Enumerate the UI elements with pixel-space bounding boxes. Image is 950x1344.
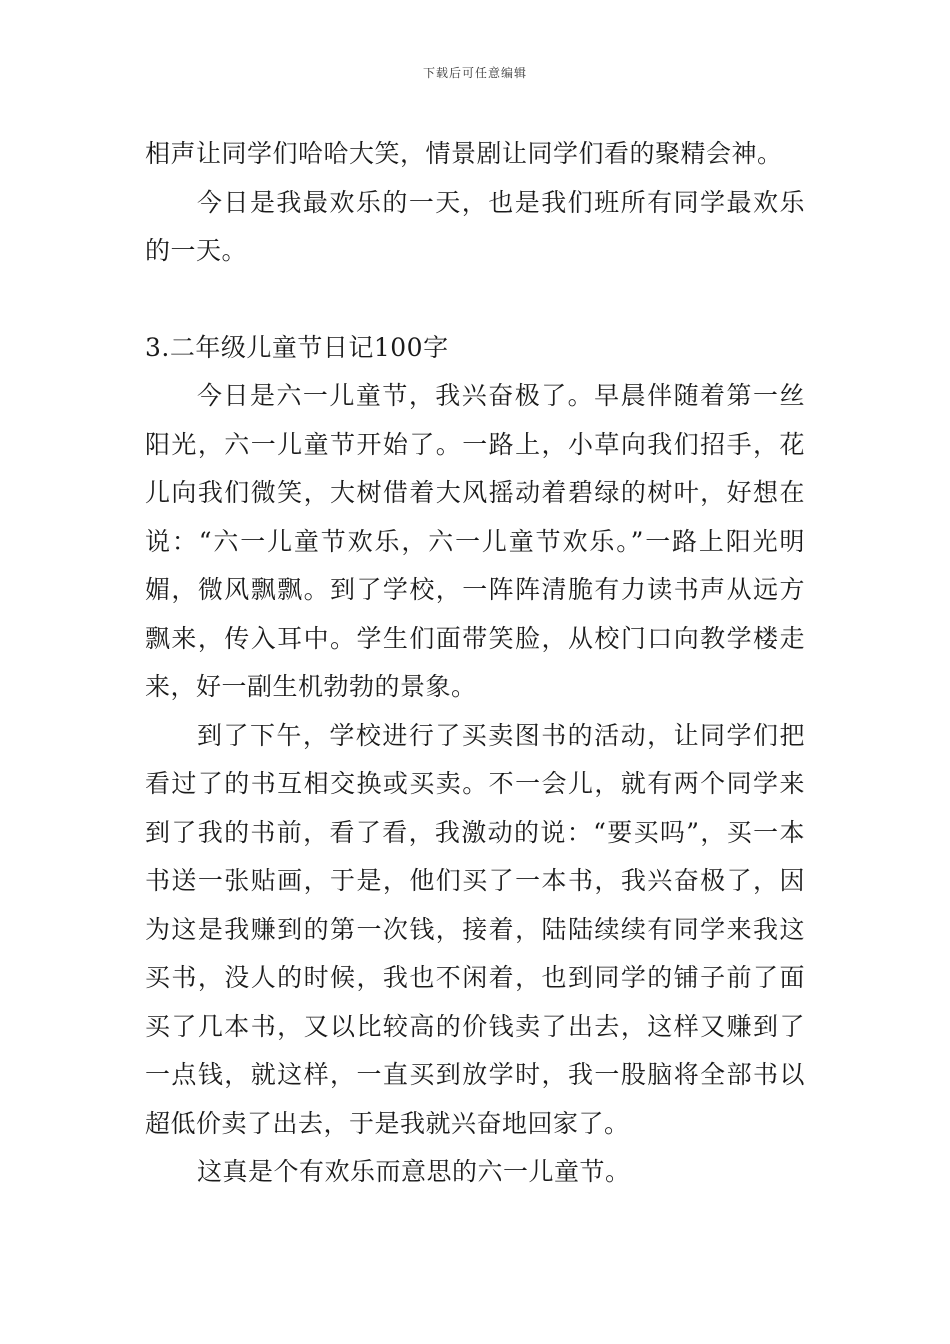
paragraph-2: 今日是我最欢乐的一天，也是我们班所有同学最欢乐的一天。 [145, 187, 805, 265]
header-note: 下载后可任意编辑 [422, 66, 527, 80]
section-heading: 3.二年级儿童节日记100字 [145, 332, 449, 362]
blank-line [145, 276, 805, 324]
paragraph-1: 相声让同学们哈哈大笑，情景剧让同学们看的聚精会神。 [145, 139, 783, 168]
document-body [145, 130, 805, 1197]
paragraph-3: 今日是六一儿童节，我兴奋极了。早晨伴随着第一丝阳光，六一儿童节开始了。一路上，小草向我们招手，花儿向我们微笑，大树借着大风摇动着碧绿的树叶，好想在说：“六一儿童节欢乐，六一儿童节欢乐。”一路上阳光明媚，微风飘飘。到了学校，一阵阵清脆有力读书声从远方飘来，传入耳中。学生们面带笑脸，从校门口向教学楼走来，好一副生机勃勃的景象。 [145, 381, 805, 701]
paragraph-4: 到了下午，学校进行了买卖图书的活动，让同学们把看过了的书互相交换或买卖。不一会儿，就有两个同学来到了我的书前，看了看，我激动的说：“要买吗”，买一本书送一张贴画，于是，他们买了一本书，我兴奋极了，因为这是我赚到的第一次钱，接着，陆陆续续有同学来我这买书，没人的时候，我也不闲着，也到同学的铺子前了面买了几本书，又以比较高的价钱卖了出去，这样又赚到了一点钱，就这样，一直买到放学时，我一股脑将全部书以超低价卖了出去，于是我就兴奋地回家了。 [145, 720, 805, 1138]
paragraph-5: 这真是个有欢乐而意思的六一儿童节。 [197, 1157, 631, 1186]
